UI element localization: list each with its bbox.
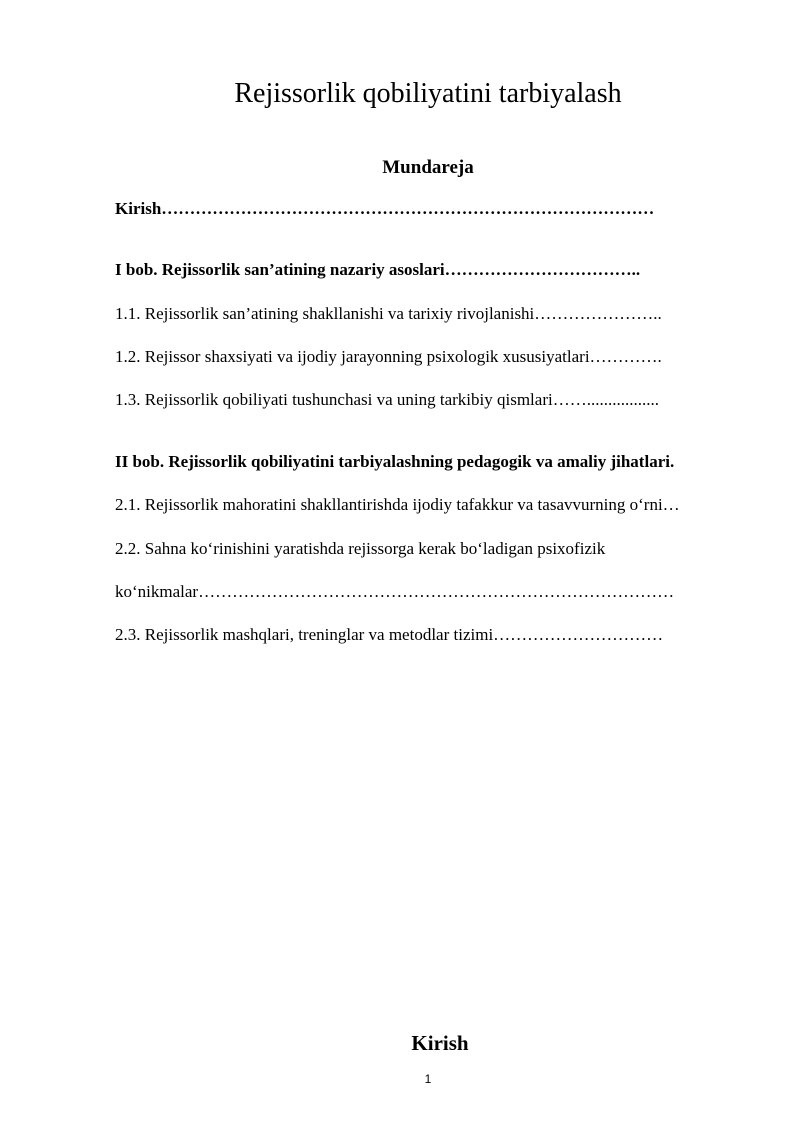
toc-entry-chapter-1: I bob. Rejissorlik san’atining nazariy asoslari……………………………..: [115, 260, 641, 279]
toc-entry-2-2: 2.2. Sahna ko‘rinishini yaratishda rejissorga kerak bo‘ladigan psixofizik: [115, 539, 606, 558]
toc-entry-chapter-2: II bob. Rejissorlik qobiliyatini tarbiyalashning pedagogik va amaliy jihatlari.: [115, 452, 675, 471]
toc-entry-1-1: 1.1. Rejissorlik san’atining shakllanishi va tarixiy rivojlanishi…………………..: [115, 304, 662, 323]
toc-entry-intro: Kirish……………………………………………………………………………: [115, 199, 655, 218]
toc-entry-2-3: 2.3. Rejissorlik mashqlari, treninglar va metodlar tizimi…………………………: [115, 625, 664, 644]
page-number: 1: [424, 1072, 432, 1086]
toc-heading: Mundareja: [382, 157, 474, 178]
section-heading-intro: Kirish: [411, 1031, 469, 1055]
toc-entry-2-2-continued: ko‘nikmalar…………………………………………………………………………: [115, 582, 675, 601]
toc-entry-2-1: 2.1. Rejissorlik mahoratini shakllantirishda ijodiy tafakkur va tasavvurning o‘rni…: [115, 495, 680, 514]
toc-entry-1-3: 1.3. Rejissorlik qobiliyati tushunchasi va uning tarkibiy qismlari…….................: [115, 390, 659, 409]
toc-entry-1-2: 1.2. Rejissor shaxsiyati va ijodiy jarayonning psixologik xususiyatlari………….: [115, 347, 662, 366]
document-title: Rejissorlik qobiliyatini tarbiyalash: [234, 78, 622, 109]
